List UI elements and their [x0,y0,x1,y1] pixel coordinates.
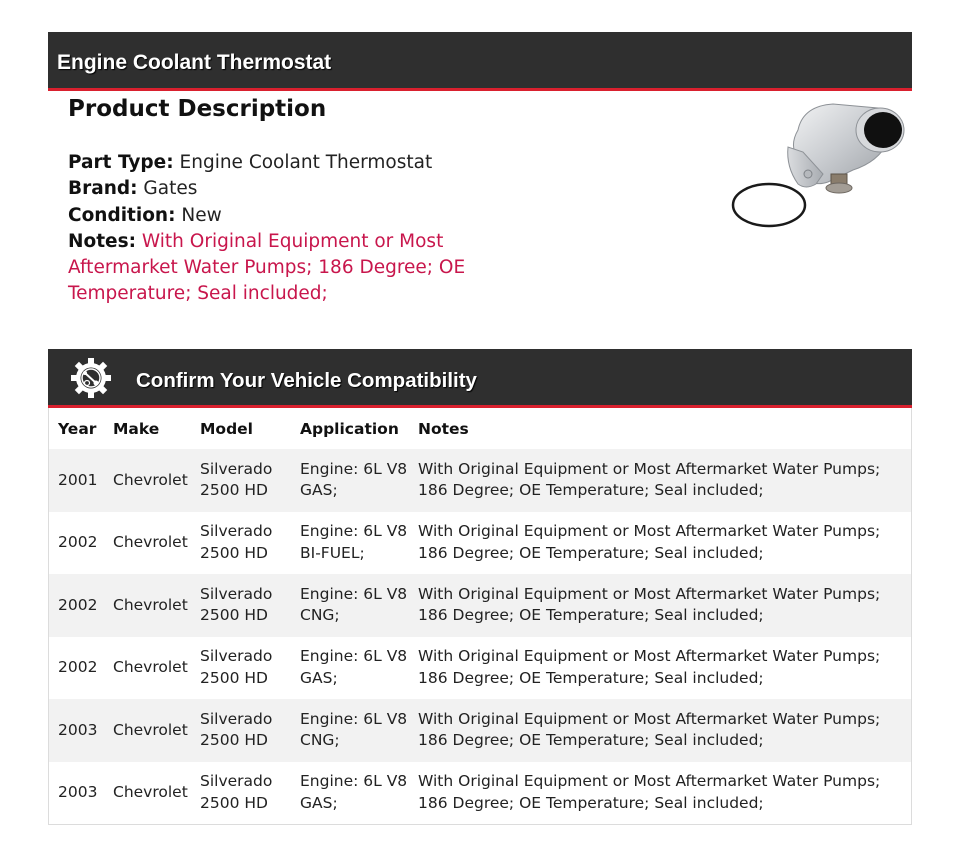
notes-value: With Original Equipment or Most Aftermarket Water Pumps; 186 Degree; OE Temperature; Seal included; [68,230,466,305]
cell-notes: With Original Equipment or Most Aftermarket Water Pumps; 186 Degree; OE Temperature; Seal included; [418,709,881,750]
product-details [68,150,468,308]
table-row [49,512,911,575]
cell-notes: With Original Equipment or Most Aftermarket Water Pumps; 186 Degree; OE Temperature; Seal included; [418,647,881,687]
cell-make: Chevrolet [113,470,188,489]
part-type-row [68,150,468,176]
cell-model: Silverado 2500 HD [200,772,273,812]
column-header-year: Year [58,419,97,438]
table-row [49,574,911,637]
cell-application: Engine: 6L V8 CNG; [300,709,408,750]
table-row [49,762,911,825]
field-value: Gates [143,178,198,200]
cell-model: Silverado 2500 HD [200,709,273,750]
table-header-row [49,408,911,449]
cell-notes: With Original Equipment or Most Aftermarket Water Pumps; 186 Degree; OE Temperature; Seal included; [418,522,881,562]
compatibility-title: Confirm Your Vehicle Compatibility [136,369,477,392]
gear-icon [70,357,112,399]
cell-year: 2002 [58,595,98,614]
cell-make: Chevrolet [113,595,188,614]
column-header-notes: Notes [418,419,469,438]
compatibility-table [48,408,912,825]
cell-model: Silverado 2500 HD [200,459,273,500]
field-label: Condition: [68,204,176,226]
column-header-model: Model [200,419,253,438]
cell-application: Engine: 6L V8 CNG; [300,584,408,625]
product-image [728,92,913,232]
table-row [49,449,911,512]
cell-model: Silverado 2500 HD [200,647,273,687]
condition-row [68,203,468,229]
cell-year: 2002 [58,658,98,676]
cell-year: 2002 [58,533,98,551]
cell-make: Chevrolet [113,533,188,551]
page-title: Engine Coolant Thermostat [57,51,332,74]
column-header-application: Application [300,419,399,438]
table-row [49,699,911,762]
notes-row [68,229,468,308]
field-value: Engine Coolant Thermostat [179,152,433,173]
cell-application: Engine: 6L V8 BI-FUEL; [300,522,408,562]
cell-application: Engine: 6L V8 GAS; [300,647,408,687]
cell-notes: With Original Equipment or Most Aftermarket Water Pumps; 186 Degree; OE Temperature; Seal included; [418,459,881,500]
product-description-heading: Product Description [68,96,327,122]
cell-application: Engine: 6L V8 GAS; [300,459,408,500]
cell-make: Chevrolet [113,720,188,739]
cell-model: Silverado 2500 HD [200,522,273,562]
column-header-make: Make [113,419,160,438]
cell-year: 2003 [58,720,98,739]
cell-notes: With Original Equipment or Most Aftermarket Water Pumps; 186 Degree; OE Temperature; Seal included; [418,584,881,625]
cell-notes: With Original Equipment or Most Aftermarket Water Pumps; 186 Degree; OE Temperature; Seal included; [418,772,881,812]
table-row [49,637,911,700]
cell-application: Engine: 6L V8 GAS; [300,772,408,812]
field-label: Part Type: [68,152,174,173]
title-bar [48,32,912,91]
cell-make: Chevrolet [113,783,188,801]
brand-row [68,176,468,202]
cell-year: 2003 [58,783,98,801]
field-label: Brand: [68,178,138,200]
cell-model: Silverado 2500 HD [200,584,273,625]
compatibility-bar [48,349,912,408]
field-value: New [181,204,222,226]
cell-year: 2001 [58,470,98,489]
field-label: Notes: [68,230,136,252]
cell-make: Chevrolet [113,658,188,676]
